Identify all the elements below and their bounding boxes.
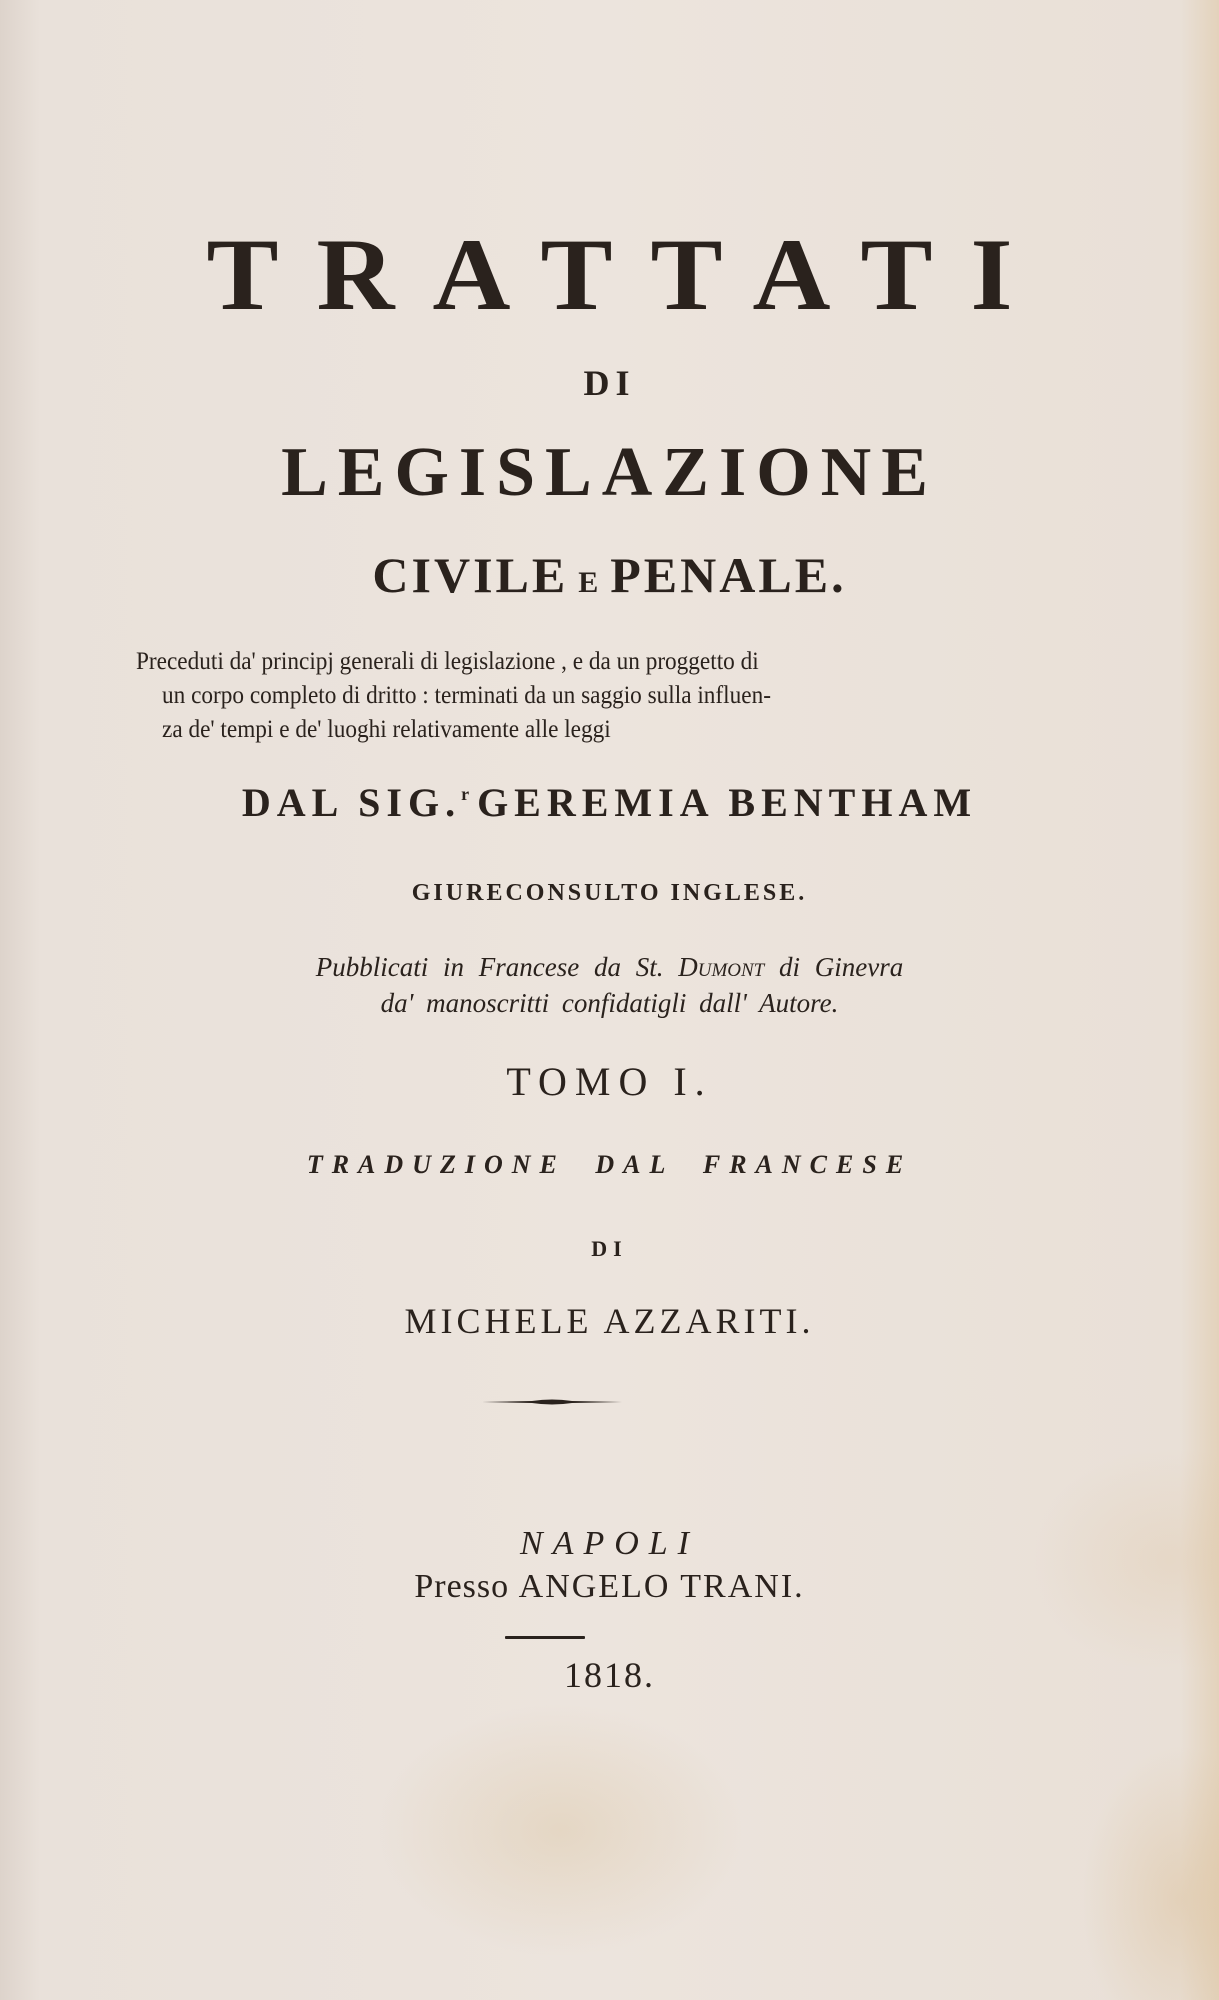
- preposition-di-2: DI: [591, 1236, 628, 1261]
- subject-civile: CIVILE: [372, 547, 569, 603]
- author-line: [0, 780, 1219, 825]
- imprint-year: 1818.: [564, 1655, 655, 1695]
- author-role: GIURECONSULTO INGLESE.: [411, 880, 808, 906]
- imprint-city: NAPOLI: [520, 1525, 699, 1562]
- decorative-rule-ornament: [482, 1398, 622, 1406]
- description-paragraph: [136, 645, 936, 747]
- book-subject-qualifier: [0, 547, 1219, 603]
- translator-name: MICHELE AZZARITI.: [404, 1301, 815, 1341]
- preposition-di: DI: [583, 363, 636, 403]
- imprint-publisher: ANGELO TRANI.: [518, 1568, 805, 1605]
- author-prefix-superscript: r: [461, 784, 470, 804]
- author-name: GEREMIA BENTHAM: [477, 780, 978, 825]
- imprint-presso: Presso: [414, 1568, 510, 1605]
- publication-note-b: di Ginevra: [778, 952, 904, 982]
- description-line-3: za de' tempi e de' luoghi relativamente alle leggi: [162, 716, 611, 743]
- publication-note-line-2: da' manoscritti confidatigli dall' Autore.: [380, 988, 839, 1018]
- subject-conjunction: E: [578, 566, 601, 599]
- imprint-publisher-line: [0, 1568, 1219, 1606]
- editor-name: Dumont: [678, 952, 765, 982]
- publication-note-line-1: [0, 952, 1219, 983]
- description-line-2: un corpo completo di dritto : terminati da un saggio sulla influen-: [162, 682, 771, 709]
- publication-note-a: Pubblicati in Francese da St.: [315, 952, 664, 982]
- volume-number: TOMO I.: [506, 1059, 713, 1104]
- book-subject: LEGISLAZIONE: [281, 434, 938, 511]
- description-line-1: Preceduti da' principj generali di legislazione , e da un proggetto di: [136, 648, 759, 675]
- book-title: TRATTATI: [206, 219, 1051, 333]
- author-prefix: DAL SIG.: [241, 780, 462, 825]
- translation-note: TRADUZIONE DAL FRANCESE: [306, 1150, 913, 1179]
- subject-penale: PENALE.: [610, 547, 847, 603]
- imprint-divider-rule: [505, 1636, 585, 1639]
